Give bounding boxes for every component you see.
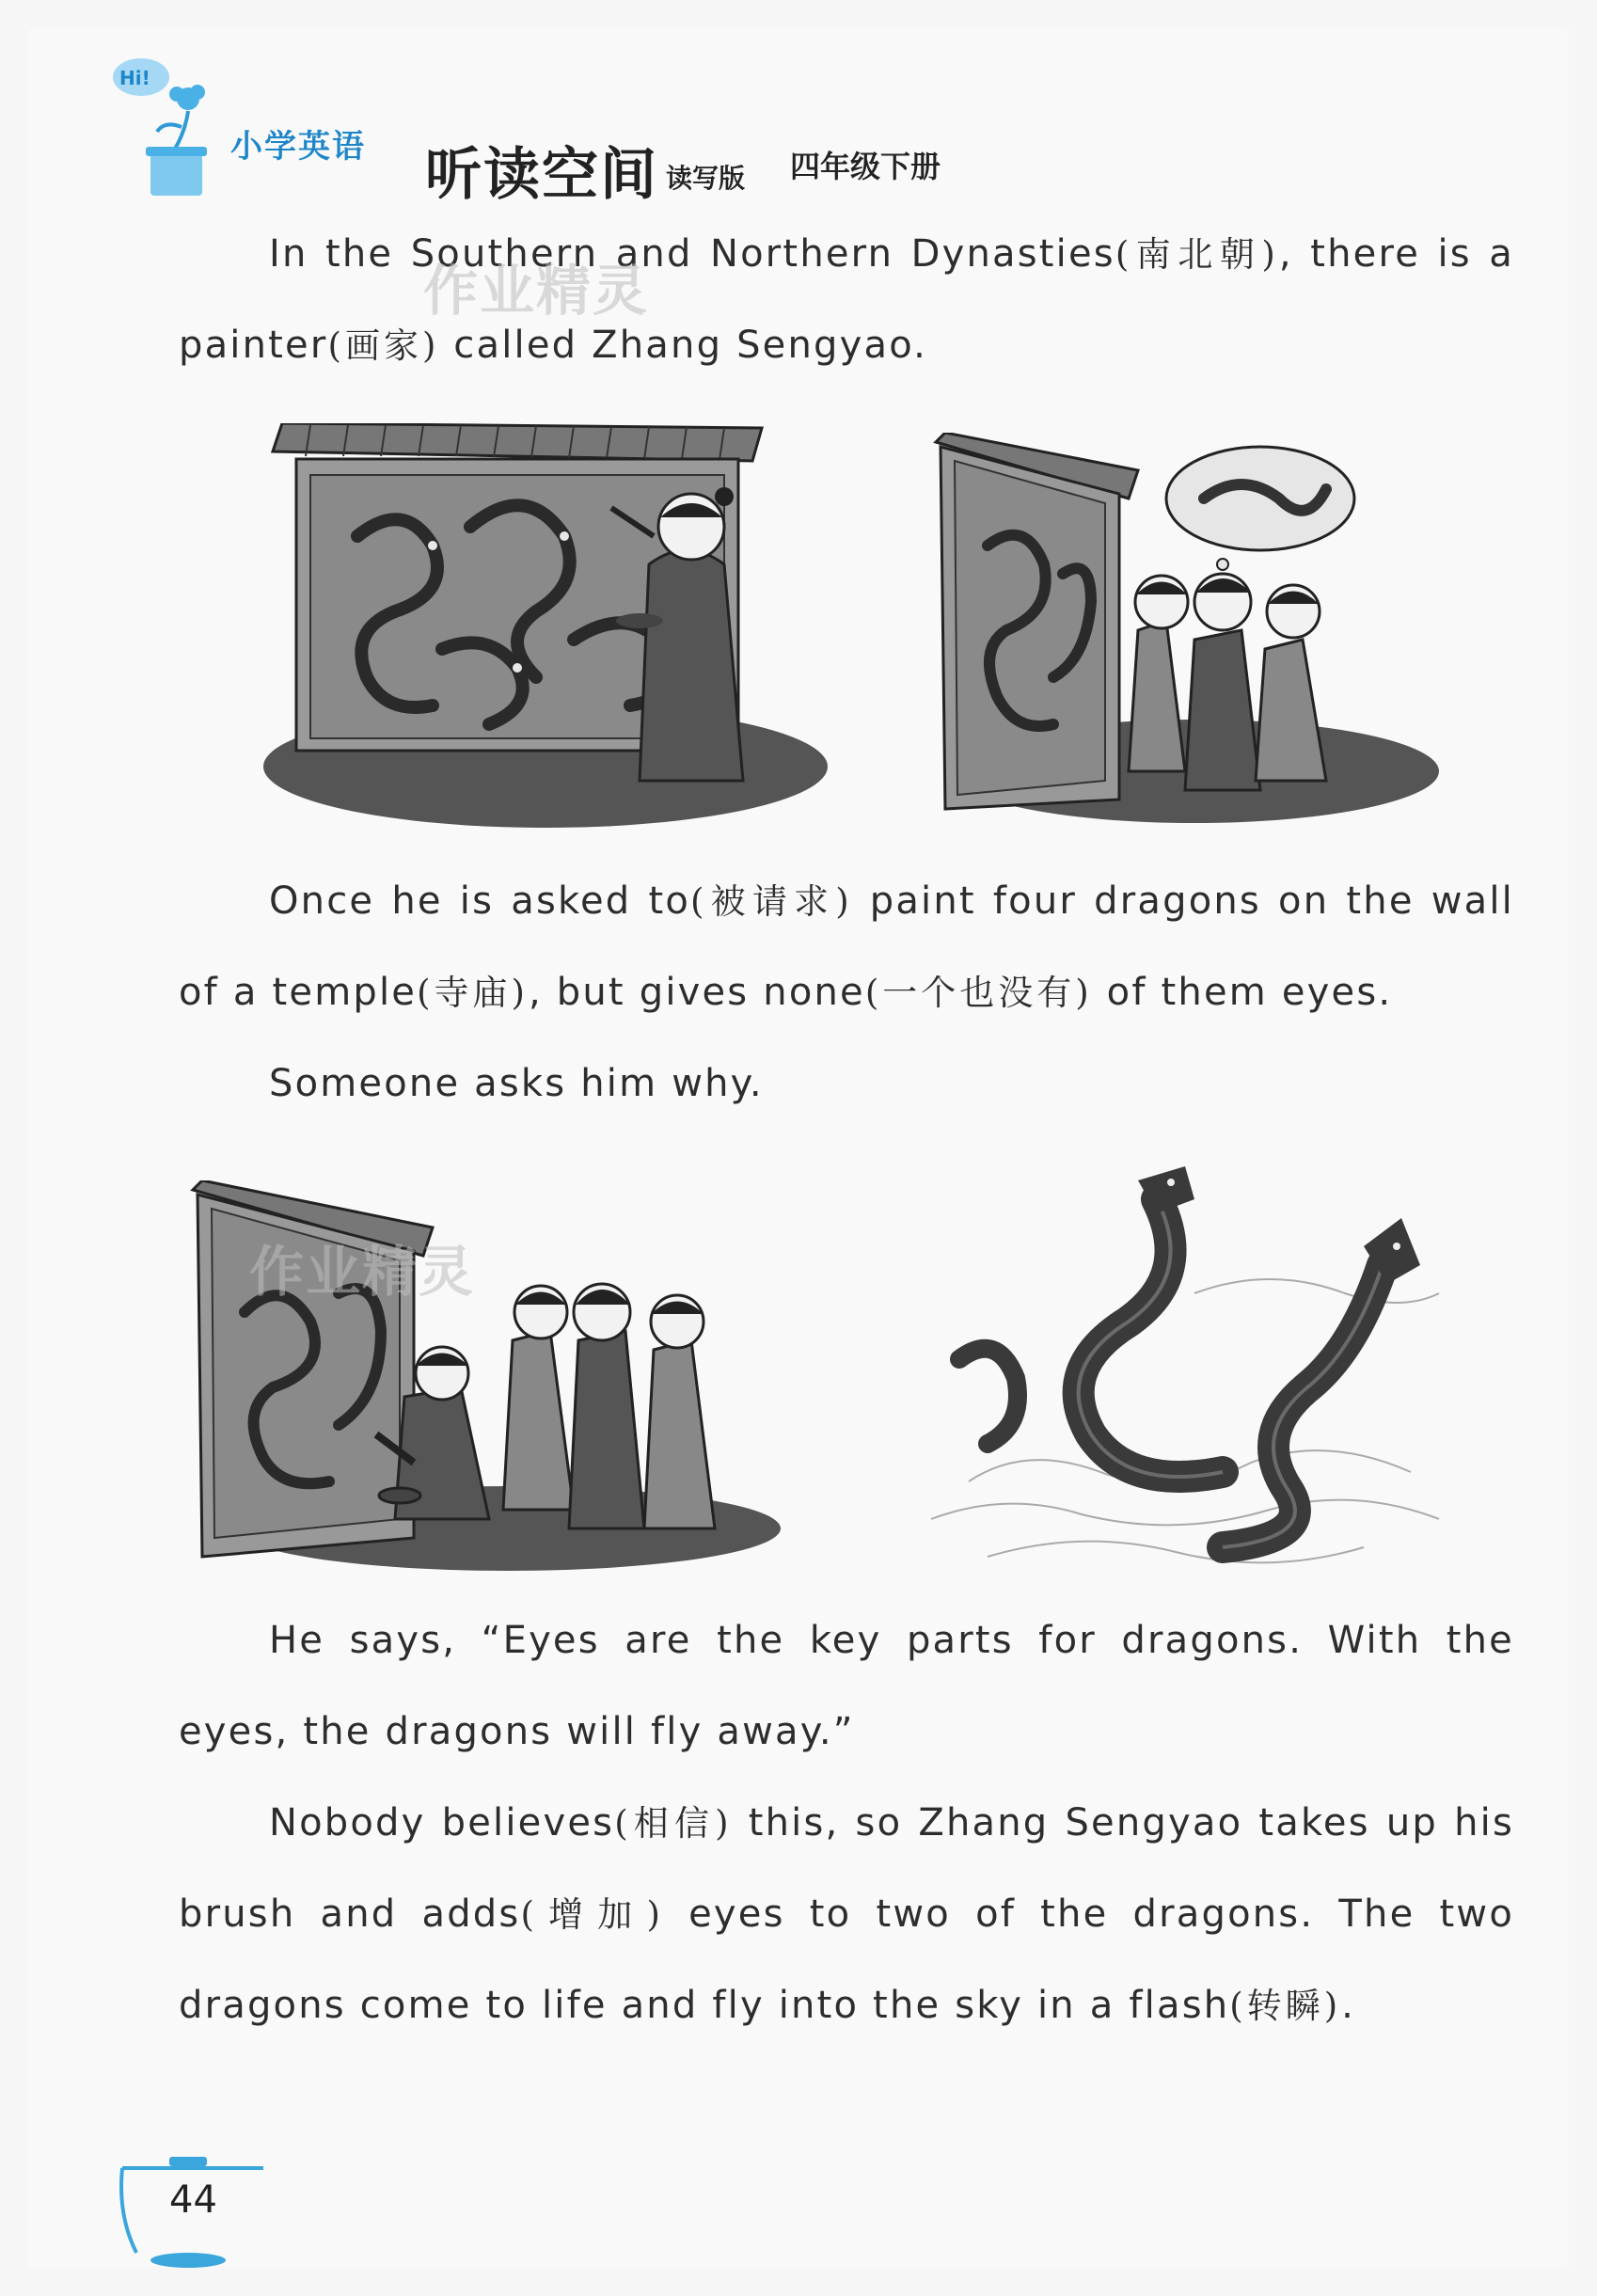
p1-text-c: called Zhang Sengyao.	[439, 324, 928, 367]
paragraph-4	[179, 1595, 1514, 1778]
header-series: 小学英语	[230, 128, 366, 166]
header-edition: 读写版	[666, 163, 746, 194]
p1-cn-b: (画家)	[327, 325, 440, 366]
p2-text-d: of them eyes.	[1092, 971, 1393, 1014]
paragraph-1	[179, 209, 1514, 391]
p2-text-c: , but gives none	[528, 971, 865, 1014]
p5-text-b: this, so Zhang Sengyao takes up his brush and adds	[179, 1801, 1514, 1936]
paragraph-5	[179, 1778, 1514, 2051]
p2-cn-c: (一个也没有)	[864, 973, 1093, 1013]
header-title: 听读空间	[425, 142, 658, 208]
page-number: 44	[169, 2178, 217, 2222]
p1-cn-a: (南北朝)	[1115, 234, 1279, 275]
logo-hi-text: Hi!	[119, 67, 150, 89]
p4-text-a: He says, “Eyes are the key parts for dragons. With the eyes, the dragons will fly away.”	[179, 1619, 1514, 1753]
p5-cn-a: (相信)	[614, 1803, 733, 1844]
p1-text-b: , there is a painter	[179, 232, 1515, 367]
p2-text-b: paint four dragons on the wall of a temple	[179, 879, 1514, 1014]
p5-cn-c: (转瞬)	[1229, 1986, 1342, 2026]
illustration-painter-wall	[254, 423, 837, 828]
header-grade: 四年级下册	[790, 149, 941, 184]
watermark-2: 作业精灵	[249, 1240, 476, 1304]
paragraph-3	[179, 1038, 1514, 1130]
p5-text-c: eyes to two of the dragons. The two dragons come to life and fly into the sky in a flash	[179, 1892, 1514, 2027]
p2-cn-a: (被请求)	[690, 881, 853, 922]
illustration-painter-kneeling	[188, 1180, 790, 1576]
flowerpot-logo-icon	[99, 56, 230, 198]
p5-text-a: Nobody believes	[269, 1801, 615, 1845]
p5-cn-b: (增加)	[520, 1894, 664, 1935]
p2-text-a: Once he is asked to	[269, 879, 691, 923]
p5-text-d: .	[1341, 1984, 1356, 2027]
p3-text-a: Someone asks him why.	[269, 1062, 764, 1105]
p1-text-a: In the Southern and Northern Dynasties	[269, 232, 1115, 276]
paragraph-2	[179, 856, 1514, 1038]
watermark-1: 作业精灵	[423, 259, 650, 323]
p2-cn-b: (寺庙)	[417, 973, 529, 1013]
illustration-onlookers	[931, 433, 1439, 828]
illustration-flying-dragons	[912, 1162, 1477, 1576]
